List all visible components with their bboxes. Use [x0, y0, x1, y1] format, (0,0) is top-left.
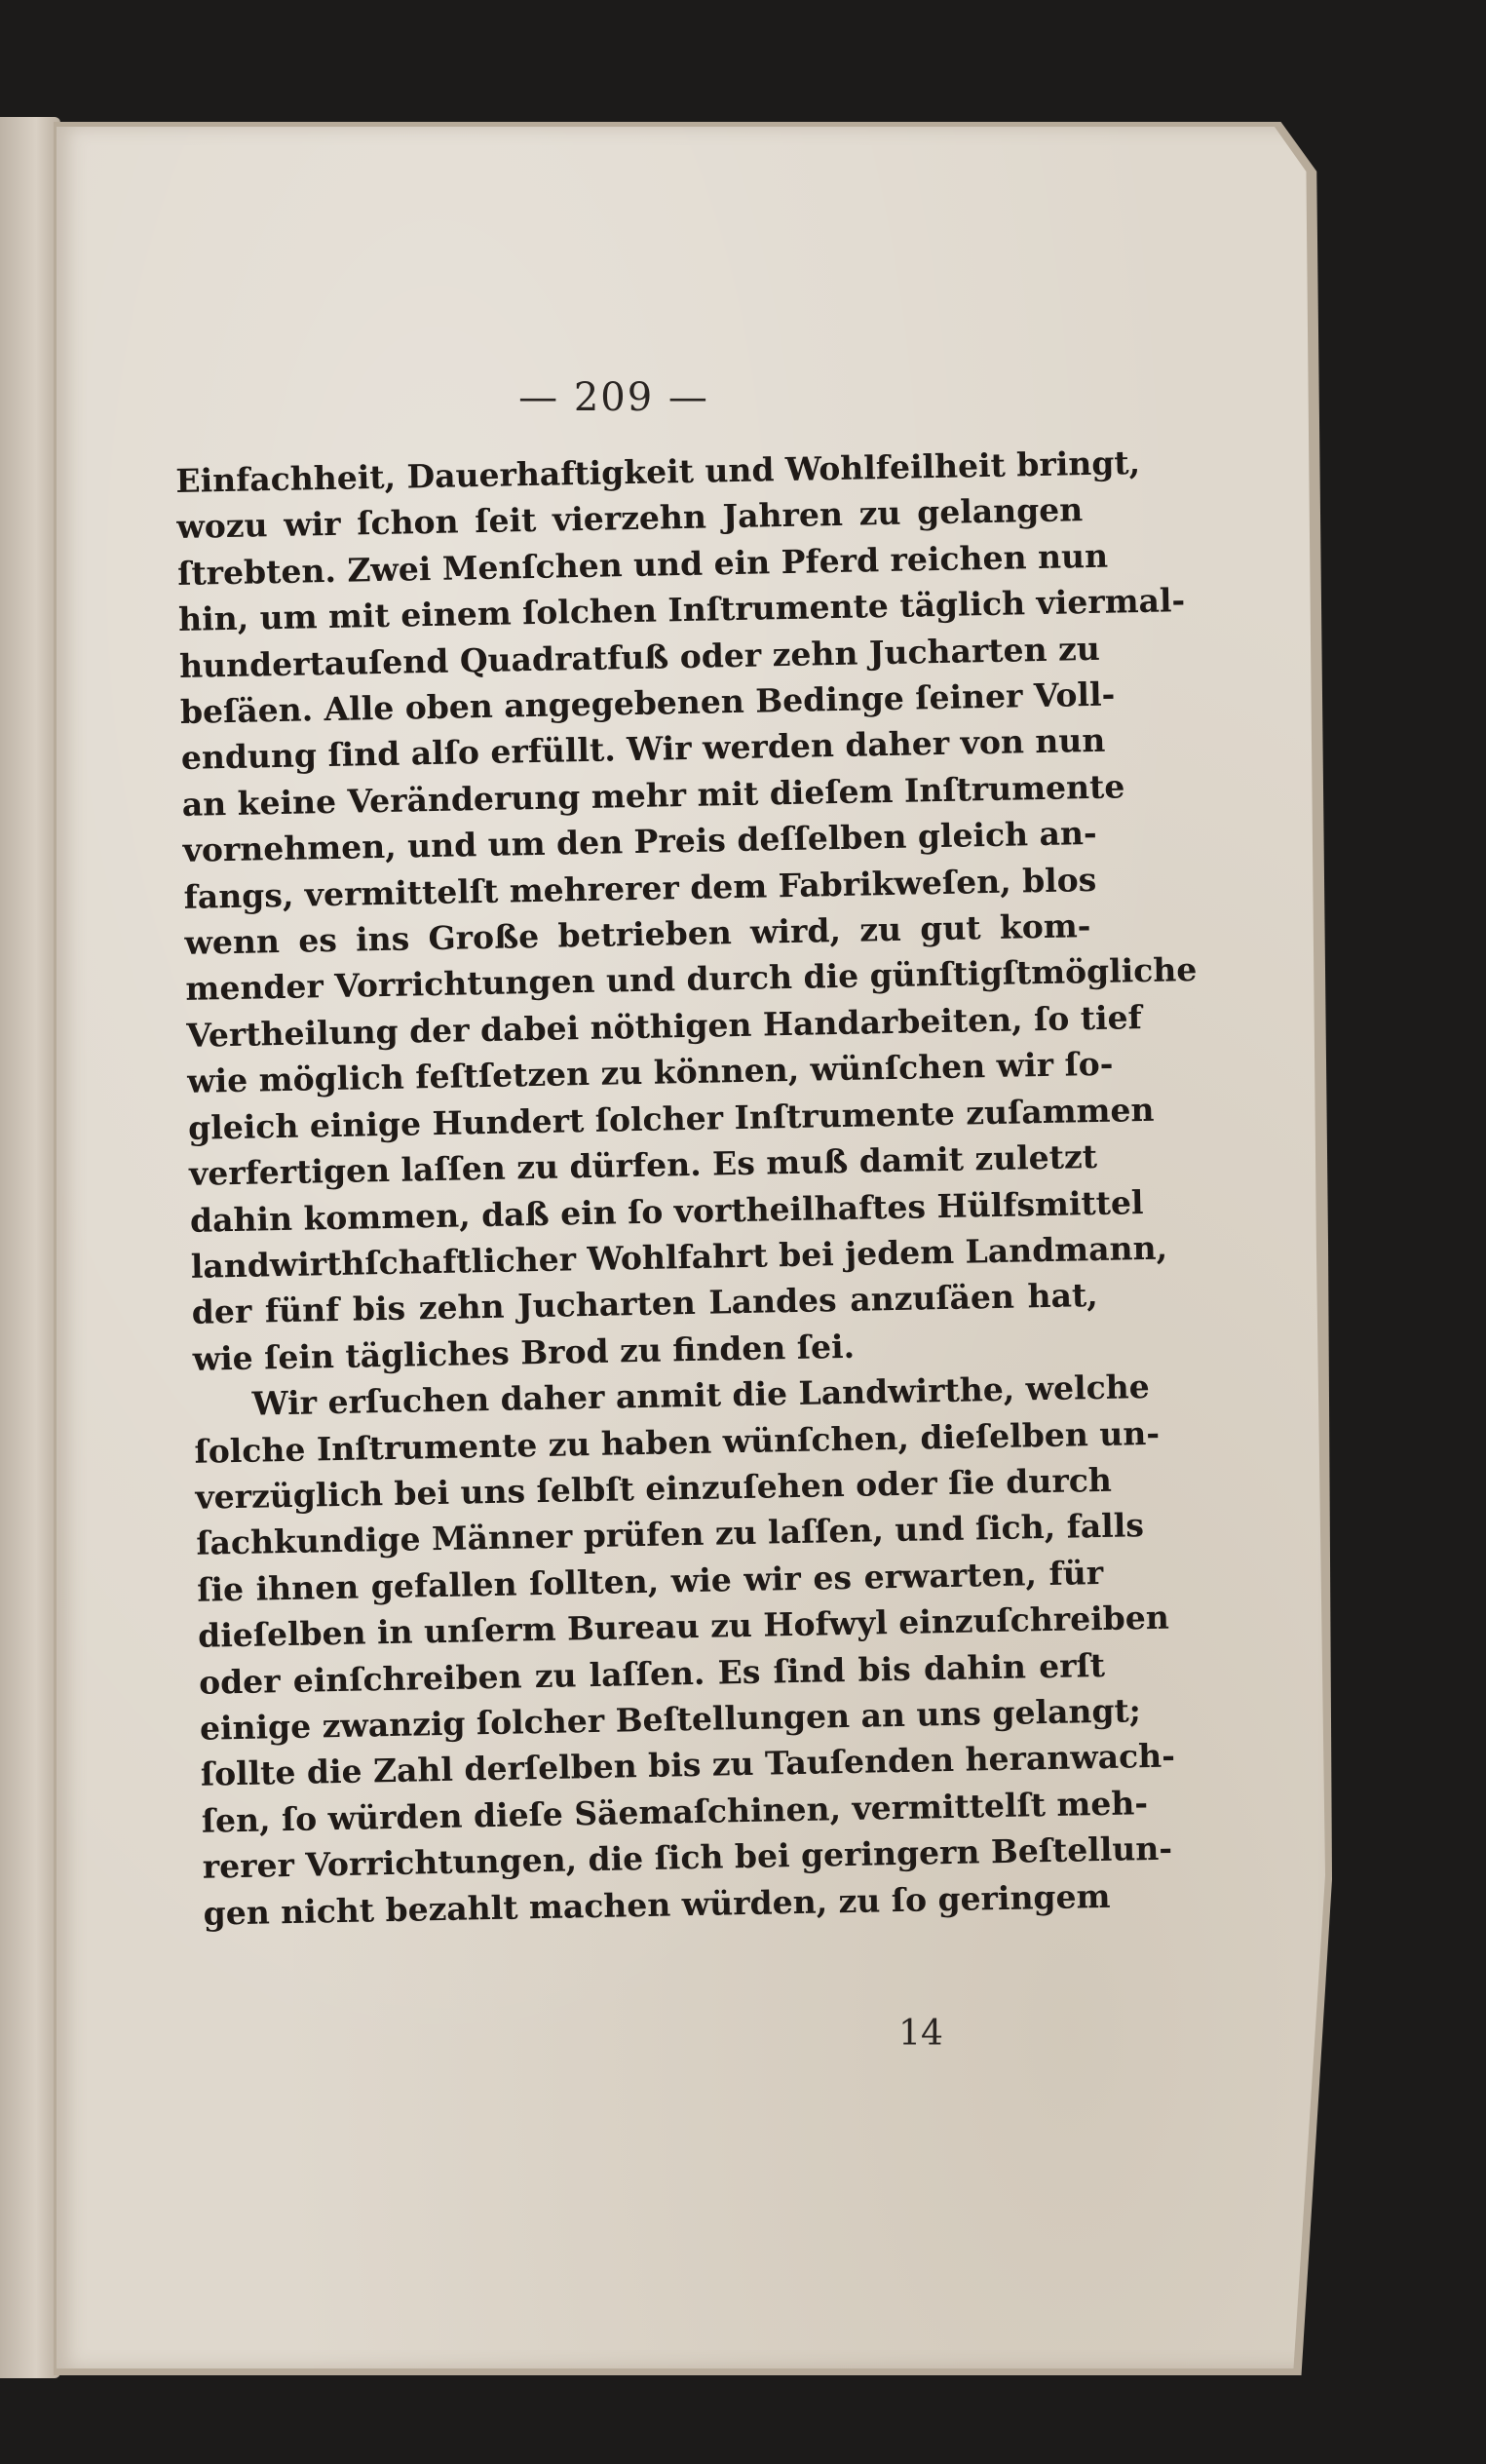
text-line: wozu wir ſchon ſeit vierzehn Jahren zu gelangen — [175, 490, 1084, 547]
text-line: mender Vorrichtungen und durch die günſtigſtmögliche — [185, 950, 1198, 1009]
text-line: beſäen. Alle oben angegebenen Bedinge ſeiner Voll- — [179, 674, 1116, 731]
text-line: rerer Vorrichtungen, die ſich bei geringern Beſtellun- — [202, 1829, 1173, 1886]
text-line: ſie ihnen gefallen ſollten, wie wir es erwarten, für — [196, 1553, 1104, 1609]
text-line: landwirthſchaftlicher Wohlfahrt bei jedem Landmann, — [190, 1228, 1168, 1286]
signature-mark: 14 — [898, 2014, 943, 2054]
text-line: gleich einige Hundert ſolcher Inſtrumente zuſammen — [187, 1090, 1155, 1147]
text-line: verfertigen laſſen zu dürfen. Es muß damit zuletzt — [188, 1137, 1098, 1193]
text-line: Einfachheit, Dauerhaftigkeit und Wohlfeilheit bringt, — [175, 443, 1141, 500]
text-line: hin, um mit einem ſolchen Inſtrumente täglich viermal- — [177, 581, 1186, 639]
text-line: verzüglich bei uns ſelbſt einzuſehen oder ſie durch — [195, 1460, 1113, 1517]
body-text — [175, 441, 1198, 1937]
text-line: endung ſind alſo erfüllt. Wir werden daher von nun — [180, 721, 1106, 778]
text-line: an keine Veränderung mehr mit dieſem Inſtrumente — [181, 767, 1125, 824]
text-line: wie ſein tägliches Brod zu finden ſei. — [192, 1327, 856, 1378]
page-number-header: — 209 — — [518, 375, 709, 420]
text-line: ſachkundige Männer prüfen zu laſſen, und ſich, falls — [196, 1506, 1145, 1563]
text-line: fangs, vermittelſt mehrerer dem Fabrikweſen, blos — [183, 860, 1097, 916]
text-line: der fünf bis zehn Jucharten Landes anzuſäen hat, — [191, 1276, 1099, 1332]
text-line: Vertheilung der dabei nöthigen Handarbeiten, ſo tief — [185, 997, 1143, 1055]
text-line: oder einſchreiben zu laſſen. Es ſind bis dahin erſt — [198, 1645, 1106, 1702]
text-line: gen nicht bezahlt machen würden, zu ſo geringem — [203, 1876, 1111, 1933]
text-line: einige zwanzig ſolcher Beſtellungen an uns gelangt; — [199, 1691, 1142, 1748]
text-line: dieſelben in unſerm Bureau zu Hofwyl einzuſchreiben — [197, 1598, 1170, 1655]
text-line: wie möglich feſtſetzen zu können, wünſchen wir ſo- — [186, 1044, 1114, 1101]
text-line: ſtrebten. Zwei Menſchen und ein Pferd reichen nun — [176, 536, 1109, 593]
text-line: ſollte die Zahl derſelben bis zu Tauſenden heranwach- — [200, 1736, 1176, 1794]
text-line: wenn es ins Große betrieben wird, zu gut kom- — [184, 906, 1091, 962]
text-line: vornehmen, und um den Preis deſſelben gleich an- — [182, 814, 1098, 870]
text-line: ſolche Inſtrumente zu haben wünſchen, dieſelben un- — [194, 1413, 1161, 1471]
text-line: Wir erſuchen daher anmit die Landwirthe, welche — [251, 1367, 1151, 1423]
text-line: dahin kommen, daß ein ſo vortheilhaftes Hülfsmittel — [189, 1182, 1144, 1240]
facing-page-edge — [0, 117, 60, 2378]
text-line: ſen, ſo würden dieſe Säemaſchinen, vermittelſt meh- — [201, 1783, 1149, 1840]
text-line: hundertauſend Quadratfuß oder zehn Jucharten zu — [178, 629, 1101, 685]
